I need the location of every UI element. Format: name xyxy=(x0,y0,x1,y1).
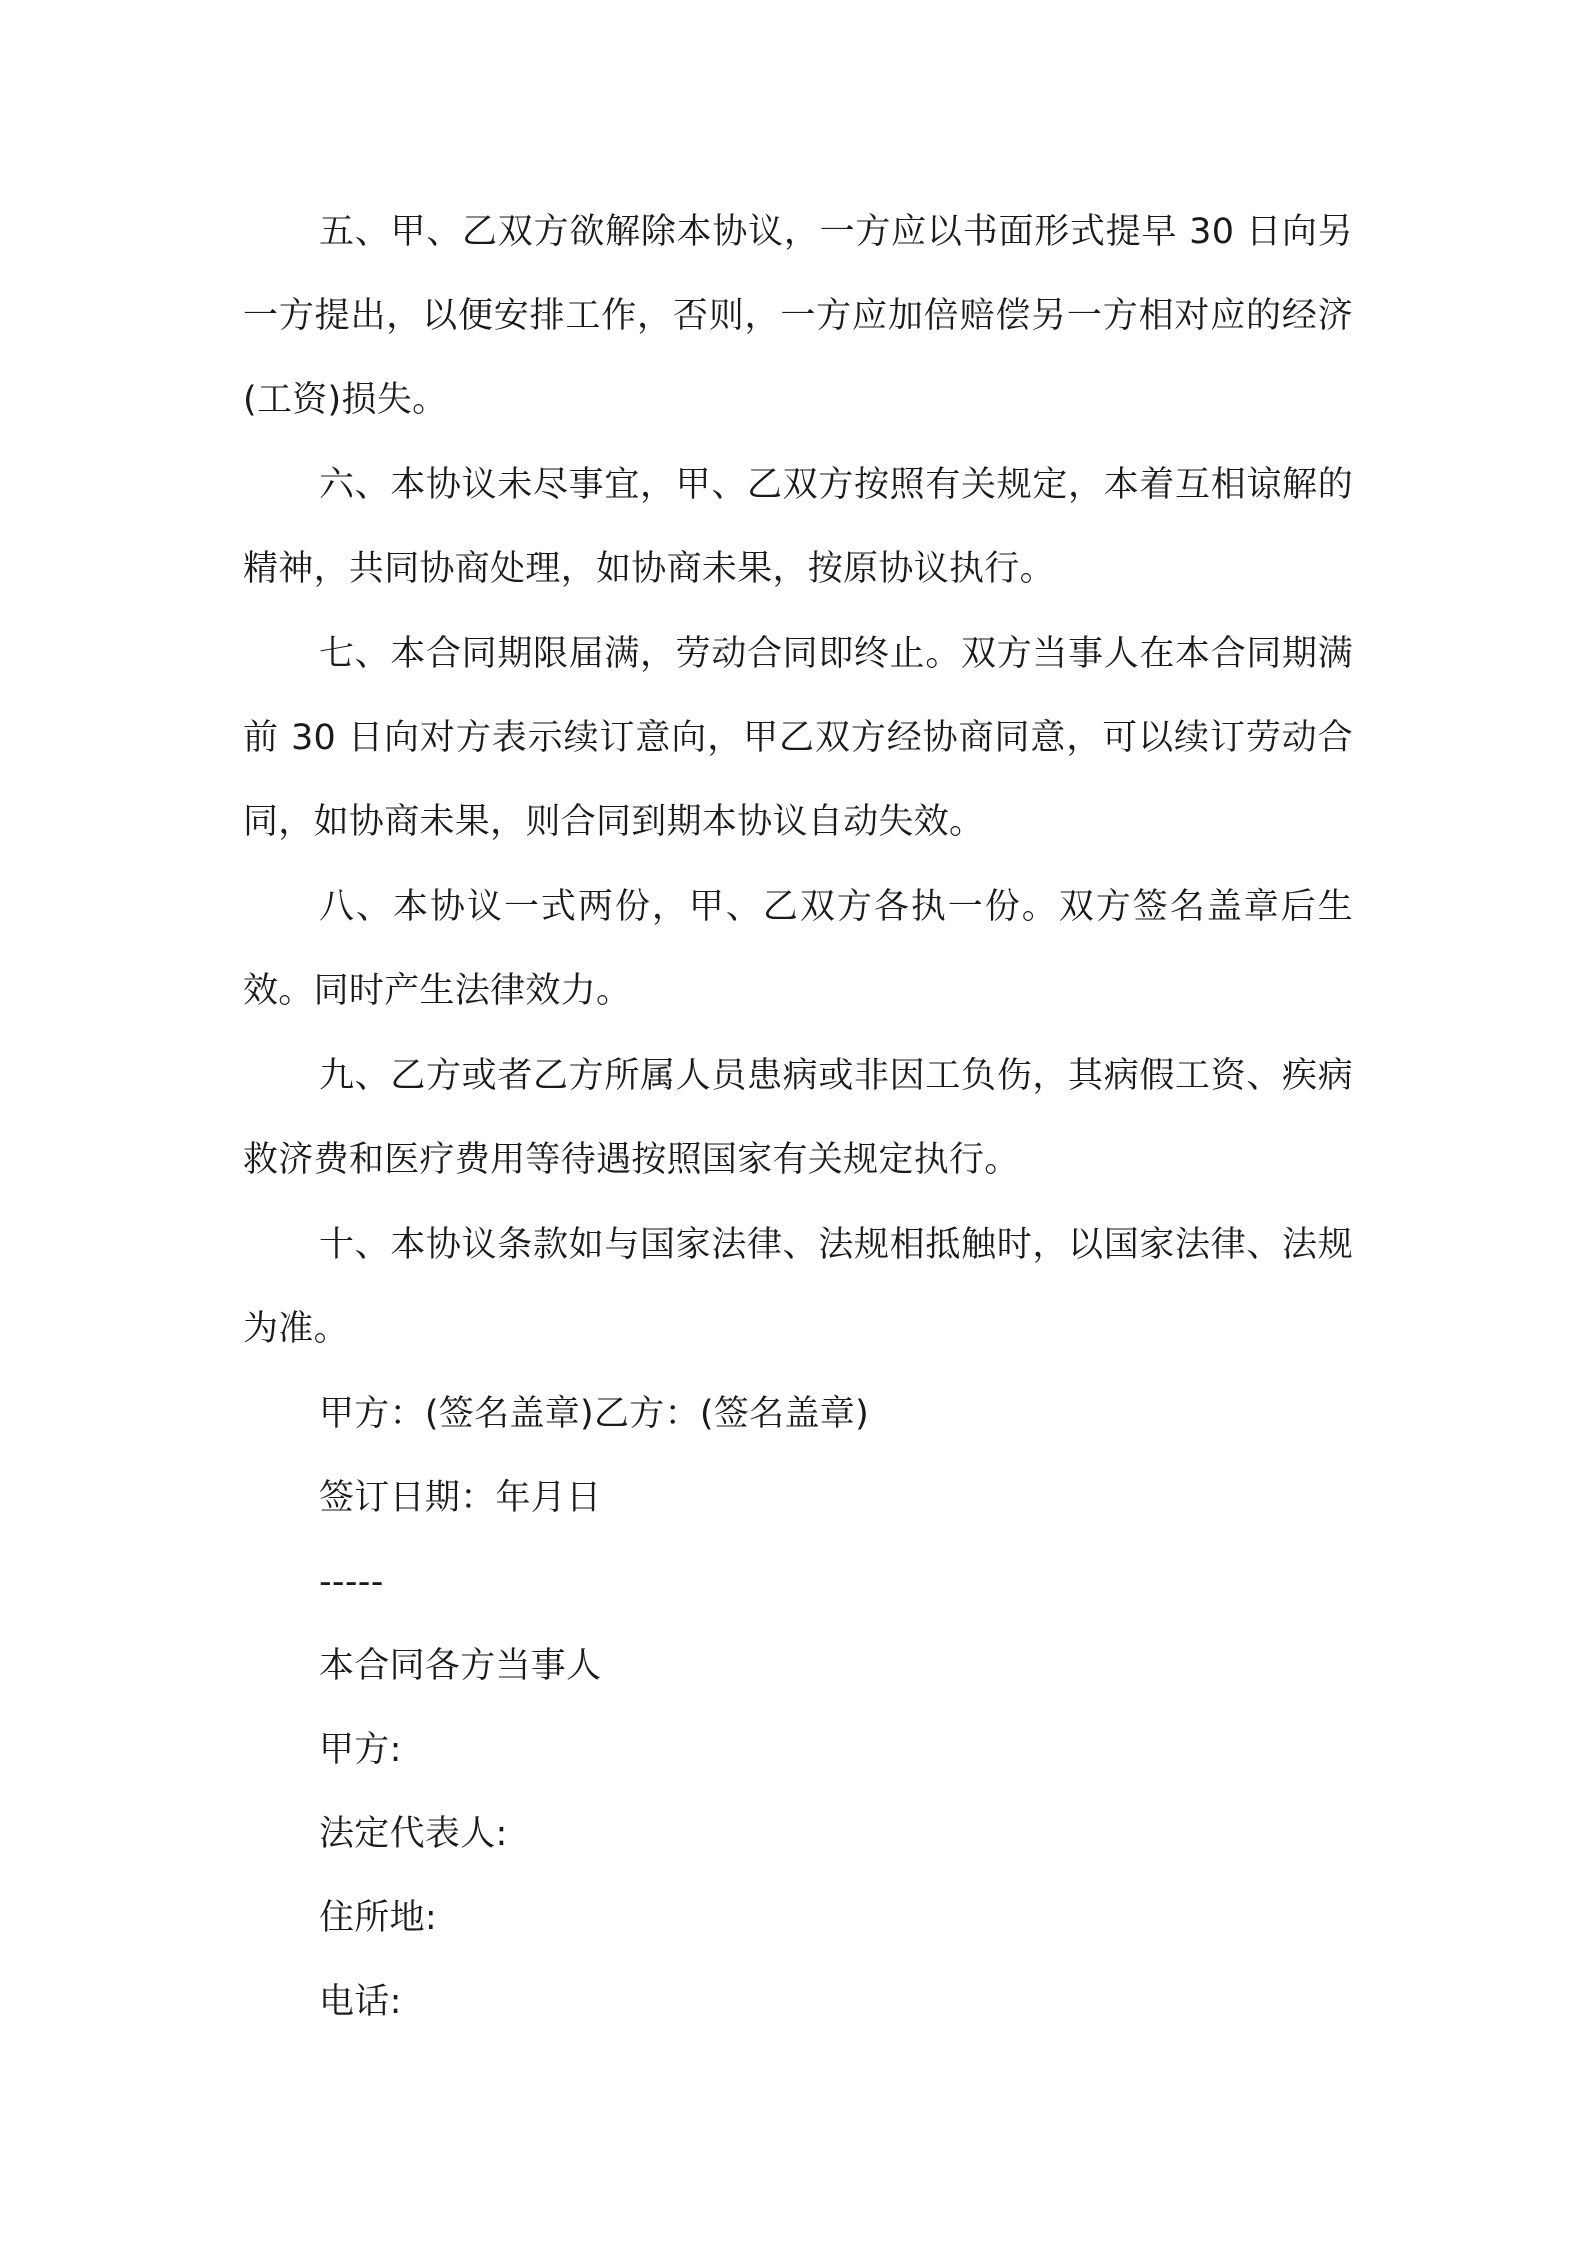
clause-9: 九、乙方或者乙方所属人员患病或非因工负伤，其病假工资、疾病救济费和医疗费用等待遇按照国家有关规定执行。 xyxy=(243,1056,1353,1180)
separator: ----- xyxy=(319,1562,384,1602)
clause-5: 五、甲、乙双方欲解除本协议，一方应以书面形式提早 30 日向另一方提出，以便安排工作，否则，一方应加倍赔偿另一方相对应的经济(工资)损失。 xyxy=(243,212,1353,420)
legal-representative-label: 法定代表人: xyxy=(319,1814,508,1854)
party-a-label: 甲方: xyxy=(319,1730,402,1770)
address-label: 住所地: xyxy=(319,1898,437,1938)
signature-line: 甲方：(签名盖章)乙方：(签名盖章) xyxy=(319,1394,870,1434)
document-body xyxy=(243,190,1353,2044)
sign-date: 签订日期：年月日 xyxy=(319,1478,602,1518)
phone-label: 电话: xyxy=(319,1982,402,2022)
clause-8: 八、本协议一式两份，甲、乙双方各执一份。双方签名盖章后生效。同时产生法律效力。 xyxy=(243,887,1353,1011)
parties-heading: 本合同各方当事人 xyxy=(319,1646,602,1686)
clause-6: 六、本协议未尽事宜，甲、乙双方按照有关规定，本着互相谅解的精神，共同协商处理，如协商未果，按原协议执行。 xyxy=(243,465,1353,589)
clause-10: 十、本协议条款如与国家法律、法规相抵触时，以国家法律、法规为准。 xyxy=(243,1225,1353,1349)
clause-7: 七、本合同期限届满，劳动合同即终止。双方当事人在本合同期满前 30 日向对方表示续订意向，甲乙双方经协商同意，可以续订劳动合同，如协商未果，则合同到期本协议自动失效。 xyxy=(243,634,1353,842)
